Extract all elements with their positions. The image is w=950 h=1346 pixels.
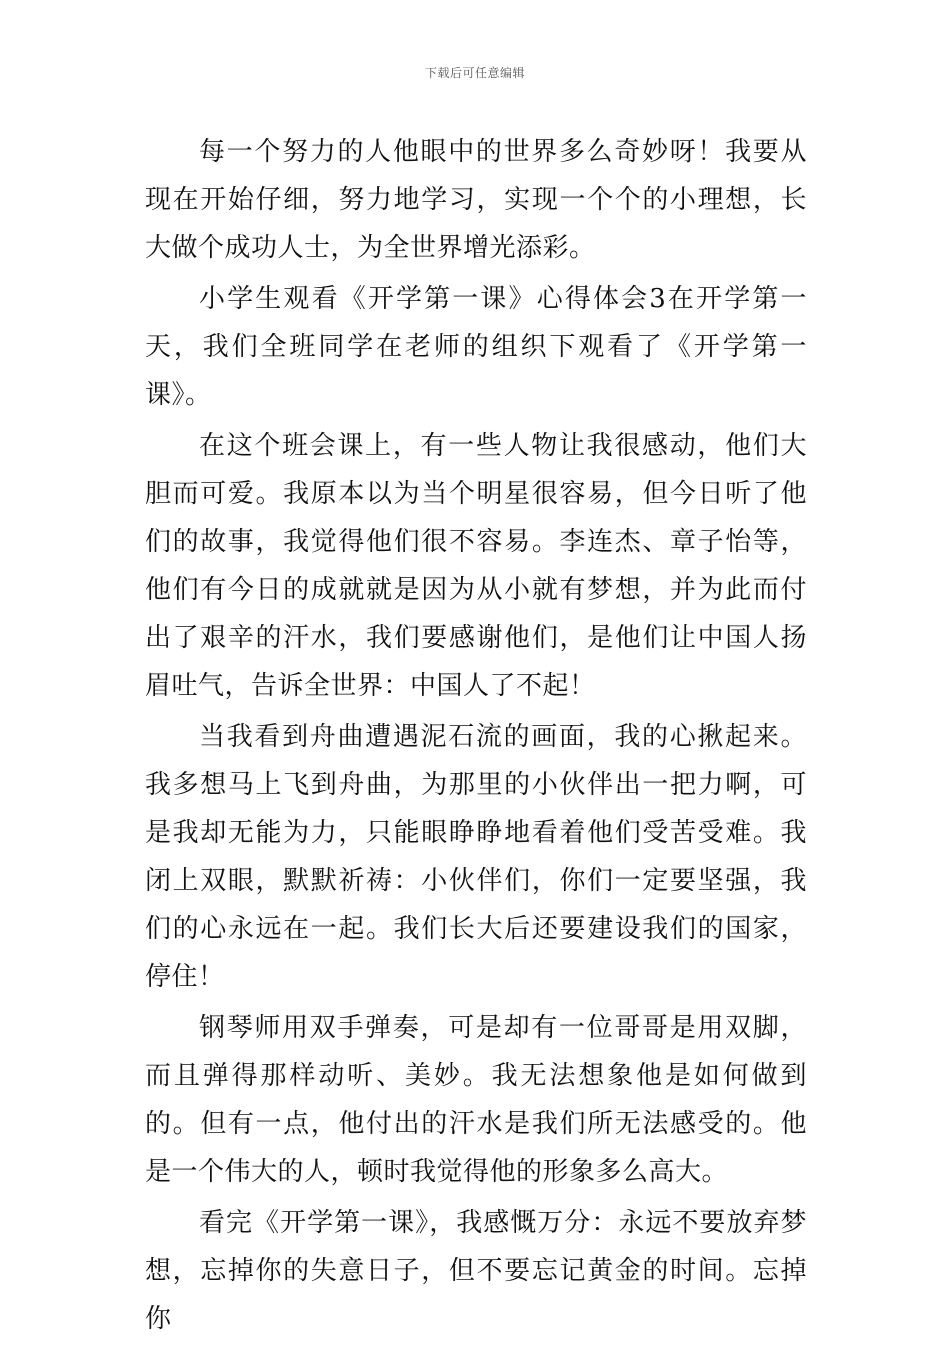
paragraph-6: 看完《开学第一课》，我感慨万分：永远不要放弃梦想，忘掉你的失意日子，但不要忘记黄金的时间。忘掉你 [145,1208,807,1334]
paragraph-4: 当我看到舟曲遭遇泥石流的画面，我的心揪起来。我多想马上飞到舟曲，为那里的小伙伴出一把力啊，可是我却无能为力，只能眼睁睁地看着他们受苦受难。我闭上双眼，默默祈祷：小伙伴们，你们一定要坚强，我们的心永远在一起。我们长大后还要建设我们的国家，停住！ [145,722,807,992]
paragraph-2: 小学生观看《开学第一课》心得体会3在开学第一天，我们全班同学在老师的组织下观看了《开学第一课》。 [145,284,807,410]
paragraph-5: 钢琴师用双手弹奏，可是却有一位哥哥是用双脚，而且弹得那样动听、美妙。我无法想象他是如何做到的。但有一点，他付出的汗水是我们所无法感受的。他是一个伟大的人，顿时我觉得他的形象多么高大。 [145,1013,807,1187]
paragraph-3: 在这个班会课上，有一些人物让我很感动，他们大胆而可爱。我原本以为当个明星很容易，但今日听了他们的故事，我觉得他们很不容易。李连杰、章子怡等，他们有今日的成就就是因为从小就有梦想，并为此而付出了艰辛的汗水，我们要感谢他们，是他们让中国人扬眉吐气，告诉全世界：中国人了不起！ [145,431,807,701]
body-text [145,128,807,1346]
header-note: 下载后可任意编辑 [424,66,525,80]
paragraph-1: 每一个努力的人他眼中的世界多么奇妙呀！我要从现在开始仔细，努力地学习，实现一个个的小理想，长大做个成功人士，为全世界增光添彩。 [145,137,807,263]
